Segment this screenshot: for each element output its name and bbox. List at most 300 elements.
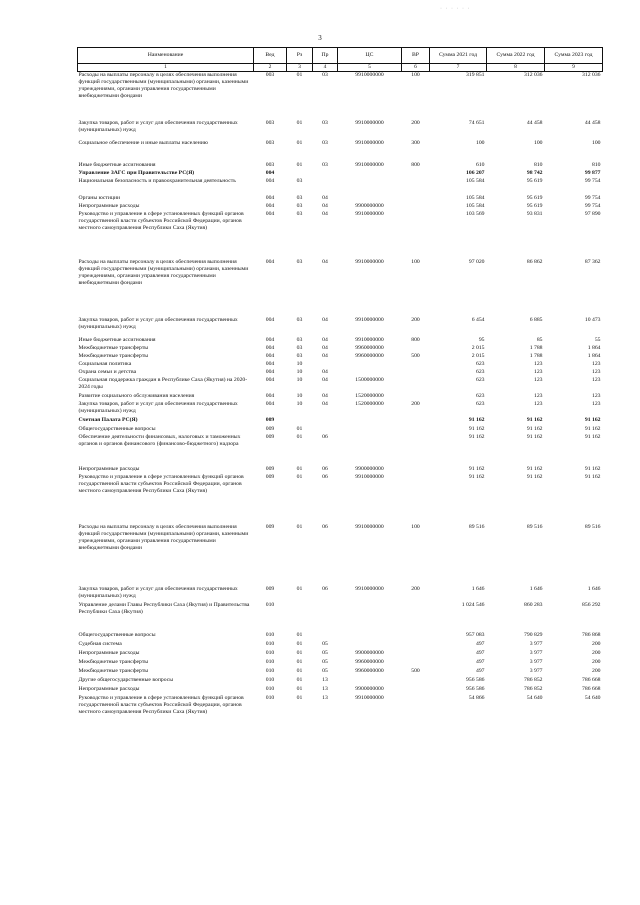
row-cs [338,417,402,426]
row-sum-2022: 790 829 [524,631,543,638]
row-sum-2022: 6 885 [529,316,543,323]
row-sum-2022: 95 619 [526,202,543,209]
table-row [78,211,603,259]
row-pr: 04 [322,316,328,323]
row-sum-2023: 91 162 [584,425,601,432]
row-ved: 004 [265,316,275,323]
row-sum-2021: 623 [475,400,485,407]
row-sum-2022: 123 [533,360,543,367]
row-name: Межбюджетные трансферты [78,344,149,351]
row-rz: 01 [296,667,303,674]
page-number: 3 [318,34,322,42]
row-cs [338,641,402,650]
row-vr [402,602,430,632]
row-sum-2021: 610 [475,161,485,168]
table-row [78,120,603,140]
row-ved: 009 [265,585,275,592]
row-rz [287,602,313,632]
table-row [78,641,603,650]
row-sum-2021: 91 162 [468,465,485,472]
row-pr: 03 [322,161,328,168]
row-vr [402,677,430,686]
row-sum-2023: 200 [591,640,601,647]
row-pr: 13 [322,685,328,692]
row-ved: 010 [265,667,275,674]
table-row [78,695,603,731]
row-sum-2022: 860 283 [524,601,543,608]
row-cs: 9900000000 [355,202,384,209]
row-cs [338,677,402,686]
table-row [78,377,603,393]
table-row [78,170,603,178]
row-cs: 1520000000 [355,400,384,407]
row-cs: 9910000000 [355,316,384,323]
row-name: Общегосударственные вопросы [78,425,156,432]
row-sum-2022: 86 862 [526,258,543,265]
row-sum-2023: 91 162 [584,465,601,472]
row-sum-2022: 123 [533,392,543,399]
row-pr: 04 [322,344,328,351]
row-rz: 10 [296,360,303,367]
row-sum-2023: 1 864 [587,352,601,359]
row-rz: 03 [296,344,303,351]
row-ved: 009 [265,433,275,440]
row-rz: 03 [296,316,303,323]
row-ved: 010 [265,694,275,701]
row-cs: 9900000000 [355,649,384,656]
row-sum-2022: 3 977 [529,649,543,656]
row-ved: 010 [265,649,275,656]
row-name: Другие общегосударственные вопросы [78,676,174,683]
row-name: Судебная система [78,640,122,647]
row-sum-2021: 497 [475,658,485,665]
row-ved: 004 [265,194,275,201]
table-row [78,686,603,695]
row-pr [313,632,338,641]
table-row [78,203,603,211]
column-index: 2 [254,64,287,72]
table-row [78,602,603,632]
row-sum-2021: 54 866 [468,694,485,701]
row-rz: 01 [296,139,303,146]
row-cs: 9960000000 [355,352,384,359]
row-sum-2023: 99 754 [584,194,601,201]
table-row [78,426,603,434]
row-cs [338,361,402,369]
row-sum-2021: 1 646 [471,585,485,592]
row-rz: 01 [296,585,303,592]
row-name: Расходы на выплаты персоналу в целях обеспечения выполнения функций государственными (муниципальными) органами, казенными учреждениями, органами управления государственными внебюджетными фондами [78,72,249,99]
row-vr: 800 [411,336,420,343]
row-name: Руководство и управление в сфере установленных функций органов государственной власти субъектов Российской Федерации, органов местного самоуправления Республики Саха (Якутия) [78,210,244,231]
row-sum-2021: 623 [475,392,485,399]
row-pr: 04 [322,202,328,209]
row-ved: 004 [265,169,275,176]
row-pr: 13 [322,694,328,701]
row-ved: 009 [265,416,275,423]
header-sum-2021: Сумма 2021 год [430,48,487,64]
row-name: Иные бюджетные ассигнования [78,336,156,343]
row-pr: 06 [322,473,328,480]
row-sum-2023: 1 864 [587,344,601,351]
row-rz: 01 [296,658,303,665]
row-name: Управление делами Главы Республики Саха (Якутия) и Правительства Республики Саха (Якутия) [78,601,250,615]
row-name: Руководство и управление в сфере установленных функций органов государственной власти субъектов Российской Федерации, органов местного самоуправления Республики Саха (Якутия) [78,694,244,715]
row-cs: 9910000000 [355,473,384,480]
row-pr: 06 [322,585,328,592]
row-sum-2023: 786 868 [582,631,601,638]
row-sum-2023: 99 754 [584,177,601,184]
row-name: Социальное обеспечение и иные выплаты населению [78,139,209,146]
row-pr: 06 [322,433,328,440]
row-pr: 04 [322,400,328,407]
row-sum-2021: 497 [475,649,485,656]
row-ved: 004 [265,177,275,184]
row-sum-2022: 89 516 [526,523,543,530]
row-cs: 9910000000 [355,258,384,265]
row-vr: 800 [411,161,420,168]
row-ved: 004 [265,258,275,265]
row-vr: 200 [411,585,420,592]
row-pr [313,426,338,434]
row-rz: 01 [296,685,303,692]
header-vr: ВР [402,48,430,64]
row-sum-2021: 105 584 [466,177,485,184]
row-rz [287,417,313,426]
table-row [78,369,603,377]
row-sum-2023: 44 458 [584,119,601,126]
row-ved: 004 [265,336,275,343]
row-vr [402,345,430,353]
row-name: Руководство и управление в сфере установленных функций органов государственной власти субъектов Российской Федерации, органов местного самоуправления Республики Саха (Якутия) [78,473,244,494]
row-rz: 01 [296,631,303,638]
row-name: Закупка товаров, работ и услуг для обеспечения государственных (муниципальных) нужд [78,119,238,133]
row-sum-2022: 312 036 [524,72,543,78]
row-cs [338,195,402,203]
row-sum-2023: 1 646 [587,585,601,592]
row-rz: 03 [296,258,303,265]
table-row [78,524,603,586]
table-row [78,259,603,317]
row-cs [338,178,402,195]
row-sum-2021: 956 586 [466,685,485,692]
row-pr [313,602,338,632]
row-sum-2023: 200 [591,658,601,665]
row-sum-2022: 1 646 [529,585,543,592]
row-ved: 004 [265,376,275,383]
row-cs: 9910000000 [355,336,384,343]
column-index: 1 [78,64,254,72]
row-sum-2022: 54 640 [526,694,543,701]
row-vr [402,650,430,659]
row-ved: 004 [265,210,275,217]
row-vr: 500 [411,667,420,674]
row-sum-2022: 786 852 [524,676,543,683]
row-vr [402,686,430,695]
table-row [78,337,603,345]
row-sum-2021: 6 454 [471,316,485,323]
table-row [78,401,603,417]
row-cs: 1520000000 [355,392,384,399]
row-pr: 05 [322,658,328,665]
column-index: 8 [487,64,545,72]
row-rz: 01 [296,473,303,480]
row-name: Общегосударственные вопросы [78,631,156,638]
row-rz: 03 [296,202,303,209]
header-pr: Пр [313,48,338,64]
row-name: Непрограммные расходы [78,465,140,472]
row-sum-2023: 123 [591,392,601,399]
row-sum-2023: 99 754 [584,202,601,209]
row-sum-2021: 497 [475,667,485,674]
row-name: Иные бюджетные ассигнования [78,161,156,168]
row-vr [402,641,430,650]
column-index: 6 [402,64,430,72]
row-cs: 9960000000 [355,658,384,665]
row-sum-2021: 91 162 [468,416,485,423]
column-index: 9 [545,64,603,72]
header-sum-2022: Сумма 2022 год [487,48,545,64]
row-sum-2023: 91 162 [584,433,601,440]
row-vr [402,393,430,401]
column-index: 3 [287,64,313,72]
table-row [78,178,603,195]
row-sum-2022: 91 162 [526,425,543,432]
row-ved: 004 [265,202,275,209]
table-row [78,586,603,602]
row-name: Охрана семьи и детства [78,368,137,375]
row-sum-2021: 91 162 [468,425,485,432]
row-sum-2023: 123 [591,400,601,407]
row-sum-2023: 856 292 [582,601,601,608]
row-name: Непрограммные расходы [78,685,140,692]
row-sum-2023: 200 [591,649,601,656]
row-rz: 10 [296,400,303,407]
table-row [78,361,603,369]
row-sum-2023: 786 668 [582,676,601,683]
row-vr [402,369,430,377]
row-sum-2023: 91 162 [584,416,601,423]
row-rz: 10 [296,392,303,399]
table-row [78,393,603,401]
row-sum-2021: 956 586 [466,676,485,683]
row-sum-2022: 786 852 [524,685,543,692]
row-sum-2022: 3 977 [529,640,543,647]
row-sum-2021: 2 015 [471,344,485,351]
row-vr: 100 [411,258,420,265]
header-cs: ЦС [338,48,402,64]
row-sum-2022: 91 162 [526,465,543,472]
row-sum-2021: 106 207 [466,169,485,176]
row-vr: 500 [411,352,420,359]
row-rz: 03 [296,352,303,359]
row-name: Межбюджетные трансферты [78,667,149,674]
row-sum-2022: 85 [536,336,543,343]
row-cs [338,170,402,178]
row-ved: 010 [265,631,275,638]
row-ved: 009 [265,425,275,432]
header-ved: Вед [254,48,287,64]
row-ved: 009 [265,523,275,530]
table-row [78,434,603,466]
row-sum-2022: 100 [533,139,543,146]
row-vr [402,695,430,731]
row-name: Обеспечение деятельности финансовых, налоговых и таможенных органов и органов финансового (финансово-бюджетного) надзора [78,433,241,447]
row-sum-2021: 105 584 [466,202,485,209]
row-sum-2023: 123 [591,360,601,367]
header-sum-2023: Сумма 2023 год [545,48,603,64]
row-vr [402,659,430,668]
row-sum-2022: 123 [533,400,543,407]
row-sum-2022: 1 788 [529,352,543,359]
row-sum-2021: 623 [475,376,485,383]
row-pr: 04 [322,368,328,375]
row-pr: 03 [322,72,328,78]
row-ved: 009 [265,465,275,472]
row-sum-2022: 123 [533,368,543,375]
row-vr [402,417,430,426]
row-vr: 200 [411,119,420,126]
row-name: Непрограммные расходы [78,649,140,656]
row-name: Развитие социального обслуживания населения [78,392,195,399]
table-row [78,140,603,162]
row-sum-2022: 810 [533,161,543,168]
row-sum-2021: 100 [475,139,485,146]
table-row [78,466,603,474]
row-cs: 9910000000 [355,72,384,78]
row-sum-2021: 623 [475,368,485,375]
row-sum-2021: 103 569 [466,210,485,217]
row-name: Закупка товаров, работ и услуг для обеспечения государственных (муниципальных) нужд [78,585,238,599]
table-row [78,632,603,641]
row-pr: 13 [322,676,328,683]
row-pr: 03 [322,119,328,126]
row-sum-2021: 319 851 [466,72,485,78]
table-row [78,659,603,668]
row-cs: 1500000000 [355,376,384,383]
row-pr: 06 [322,465,328,472]
row-sum-2022: 98 742 [526,169,543,176]
row-rz: 10 [296,376,303,383]
row-sum-2023: 123 [591,368,601,375]
row-cs: 9900000000 [355,465,384,472]
scan-mark: · · · · · · [440,6,471,12]
row-pr: 05 [322,649,328,656]
row-pr: 03 [322,139,328,146]
row-ved: 009 [265,473,275,480]
row-name: Национальная безопасность и правоохранительная деятельность [78,177,236,184]
table-row [78,677,603,686]
header-rz: Рз [287,48,313,64]
row-rz: 01 [296,465,303,472]
row-sum-2021: 1 024 546 [461,601,485,608]
table-row [78,474,603,524]
row-ved: 010 [265,685,275,692]
row-ved: 004 [265,392,275,399]
row-rz: 01 [296,694,303,701]
row-cs [338,632,402,641]
row-rz: 01 [296,119,303,126]
row-sum-2023: 312 036 [582,72,601,78]
row-sum-2022: 93 831 [526,210,543,217]
row-ved: 004 [265,360,275,367]
row-rz: 01 [296,433,303,440]
row-name: Межбюджетные трансферты [78,658,149,665]
row-vr [402,632,430,641]
row-name: Межбюджетные трансферты [78,352,149,359]
header-name: Наименование [78,48,254,64]
row-pr: 04 [322,258,328,265]
row-name: Управление ЗАГС при Правительстве РС(Я) [78,169,195,176]
row-ved: 004 [265,400,275,407]
table-row [78,650,603,659]
row-name: Счетная Палата РС(Я) [78,416,138,423]
row-sum-2023: 91 162 [584,473,601,480]
row-vr: 100 [411,523,420,530]
row-cs: 9910000000 [355,210,384,217]
row-sum-2023: 810 [591,161,601,168]
row-name: Социальная политика [78,360,132,367]
row-pr: 04 [322,352,328,359]
row-sum-2022: 1 788 [529,344,543,351]
row-pr: 04 [322,194,328,201]
row-sum-2021: 957 083 [466,631,485,638]
row-vr [402,178,430,195]
row-vr: 200 [411,400,420,407]
row-sum-2021: 91 162 [468,433,485,440]
row-pr: 05 [322,640,328,647]
row-name: Расходы на выплаты персоналу в целях обеспечения выполнения функций государственными (муниципальными) органами, казенными учреждениями, органами управления государственными внебюджетными фондами [78,523,249,551]
row-vr: 100 [411,72,420,78]
row-name: Расходы на выплаты персоналу в целях обеспечения выполнения функций государственными (муниципальными) органами, казенными учреждениями, органами управления государственными внебюджетными фондами [78,258,249,286]
row-cs: 9960000000 [355,344,384,351]
table-body [78,72,603,731]
column-index: 4 [313,64,338,72]
row-sum-2023: 87 362 [584,258,601,265]
row-pr: 04 [322,392,328,399]
row-sum-2021: 95 [478,336,485,343]
row-sum-2021: 497 [475,640,485,647]
column-index-row [78,64,603,72]
row-sum-2023: 786 668 [582,685,601,692]
row-name: Социальная поддержка граждан в Республике Саха (Якутия) на 2020-2024 годы [78,376,248,390]
column-index: 5 [338,64,402,72]
row-rz [287,170,313,178]
row-pr: 04 [322,376,328,383]
row-vr [402,434,430,466]
row-vr: 200 [411,316,420,323]
row-name: Закупка товаров, работ и услуг для обеспечения государственных (муниципальных) нужд [78,316,238,330]
row-sum-2021: 2 015 [471,352,485,359]
row-pr: 04 [322,210,328,217]
row-rz: 01 [296,72,303,78]
row-sum-2022: 95 619 [526,177,543,184]
row-cs [338,369,402,377]
row-sum-2022: 91 162 [526,433,543,440]
row-vr [402,361,430,369]
table-row [78,195,603,203]
row-sum-2022: 3 977 [529,667,543,674]
row-ved: 004 [265,368,275,375]
row-ved: 010 [265,658,275,665]
row-sum-2023: 54 640 [584,694,601,701]
row-cs [338,434,402,466]
row-cs: 9910000000 [355,694,384,701]
row-sum-2022: 95 619 [526,194,543,201]
row-cs [338,426,402,434]
row-cs: 9910000000 [355,585,384,592]
column-index: 7 [430,64,487,72]
